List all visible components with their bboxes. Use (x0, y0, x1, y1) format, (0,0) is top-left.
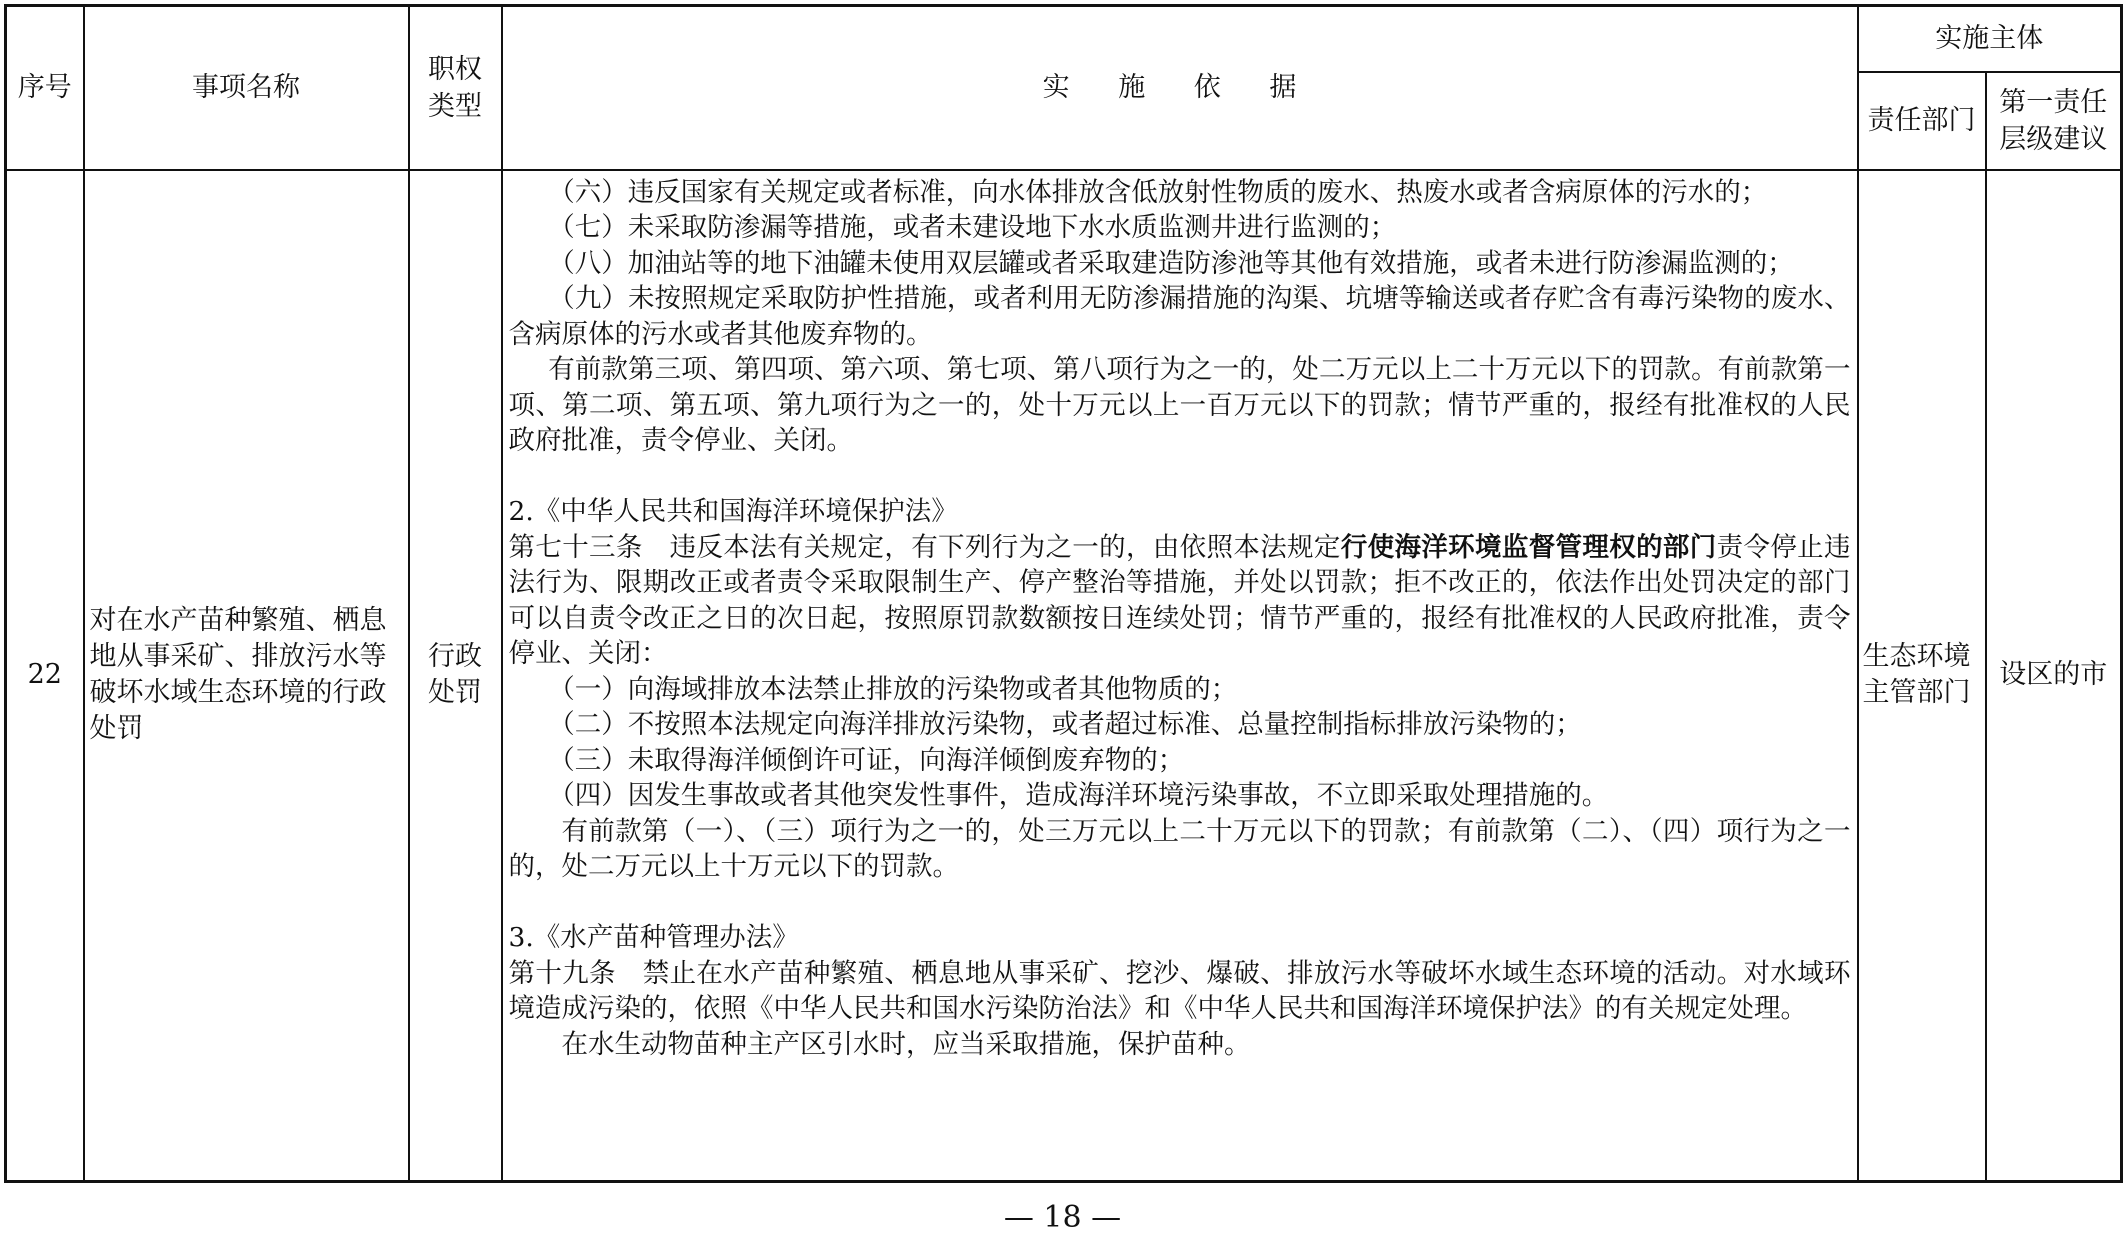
basis-item-6: （六）违反国家有关规定或者标准，向水体排放含低放射性物质的废水、热废水或者含病原体的污水的； (548, 176, 1768, 208)
law2-title: 2.《中华人民共和国海洋环境保护法》 (508, 496, 958, 527)
header-subject: 实施主体 (1858, 6, 2122, 72)
law3-paragraph: 在水生动物苗种主产区引水时，应当采取措施，保护苗种。 (561, 1028, 1251, 1060)
law2-article-start: 第七十三条 违反本法有关规定，有下列行为之一的，由依照本法规定 (508, 531, 1341, 563)
header-seq: 序号 (6, 6, 84, 170)
row-dept: 生态环境主管部门 (1858, 170, 1986, 1182)
header-item-name: 事项名称 (84, 6, 409, 170)
basis-item-8: （八）加油站等的地下油罐未使用双层罐或者采取建造防渗池等其他有效措施，或者未进行防渗漏监测的； (548, 247, 1794, 279)
row-basis (502, 170, 1858, 1182)
page-number: — 18 — (1003, 1200, 1122, 1235)
row-seq: 22 (6, 170, 84, 1182)
header-power-type: 职权类型 (409, 6, 502, 170)
law2-article-bold: 行使海洋环境监督管理权的部门 (1340, 531, 1717, 563)
basis-penalty-paragraph: 有前款第三项、第四项、第六项、第七项、第八项行为之一的，处二万元以上二十万元以下的罚款。有前款第一项、第二项、第五项、第九项行为之一的，处十万元以上一百万元以下的罚款；情节严重的，报经有批准权的人民政府批准，责令停业、关闭。 (508, 354, 1851, 456)
law2-item-2: （二）不按照本法规定向海洋排放污染物，或者超过标准、总量控制指标排放污染物的； (548, 709, 1582, 740)
law2-article (509, 530, 1851, 672)
table-row (6, 170, 2122, 1182)
header-dept: 责任部门 (1858, 72, 1986, 170)
law2-item-4: （四）因发生事故或者其他突发性事件，造成海洋环境污染事故，不立即采取处理措施的。 (548, 780, 1609, 811)
basis-item-9: （九）未按照规定采取防护性措施，或者利用无防渗漏措施的沟渠、坑塘等输送或者存贮含有毒污染物的废水、含病原体的污水或者其他废弃物的。 (508, 283, 1851, 350)
row-power-type: 行政处罚 (409, 170, 502, 1182)
enforcement-table (4, 4, 2123, 1183)
header-basis: 实 施 依 据 (502, 6, 1858, 170)
law3-article: 第十九条 禁止在水产苗种繁殖、栖息地从事采矿、挖沙、爆破、排放污水等破坏水域生态环境的活动。对水域环境造成污染的，依照《中华人民共和国水污染防治法》和《中华人民共和国海洋环境保护法》的有关规定处理。 (508, 957, 1851, 1024)
law2-item-3: （三）未取得海洋倾倒许可证，向海洋倾倒废弃物的； (548, 744, 1185, 776)
law2-penalty-paragraph: 有前款第（一）、（三）项行为之一的，处三万元以上二十万元以下的罚款；有前款第（二）、（四）项行为之一的，处二万元以上十万元以下的罚款。 (508, 815, 1851, 882)
basis-item-7: （七）未采取防渗漏等措施，或者未建设地下水水质监测井进行监测的； (548, 212, 1397, 243)
law3-title: 3.《水产苗种管理办法》 (508, 922, 799, 953)
row-level: 设区的市 (1986, 170, 2122, 1182)
law2-item-1: （一）向海域排放本法禁止排放的污染物或者其他物质的； (548, 673, 1238, 705)
header-level: 第一责任层级建议 (1986, 72, 2122, 170)
law2-article-end: 责令停止违法行为、限期改正或者责令采取限制生产、停产整治等措施，并处以罚款；拒不改正的，依法作出处罚决定的部门可以自责令改正之日的次日起，按照原罚款数额按日连续处罚；情节严重的，报经有批准权的人民政府批准，责令停业、关闭： (508, 531, 1851, 669)
row-item-name: 对在水产苗种繁殖、栖息地从事采矿、排放污水等破坏水域生态环境的行政处罚 (84, 170, 409, 1182)
